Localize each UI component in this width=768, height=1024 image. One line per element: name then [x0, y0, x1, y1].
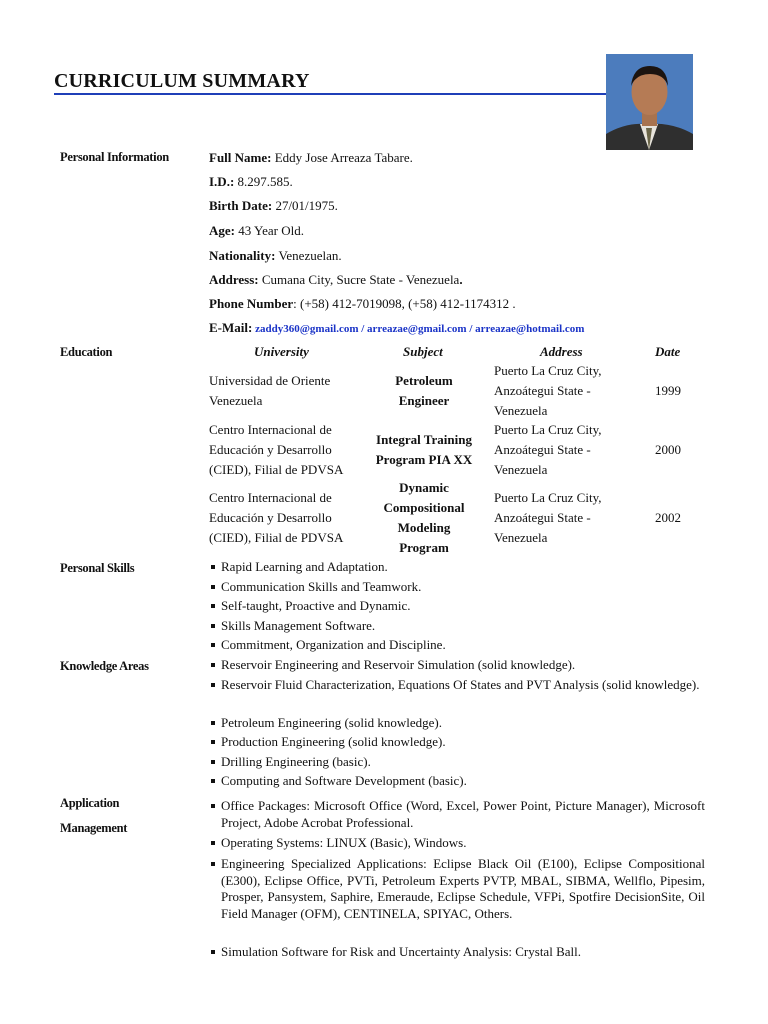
list-item-text: Production Engineering (solid knowledge).: [221, 734, 446, 749]
phone-value: : (+58) 412-7019098, (+58) 412-1174312 .: [293, 296, 516, 311]
address-line: [209, 272, 463, 288]
list-item: [209, 772, 705, 792]
bullet-icon: [211, 841, 215, 845]
address-label: Address:: [209, 272, 259, 287]
edu-row-1-subject: [364, 371, 484, 411]
section-management-label: Management: [60, 821, 128, 835]
edu-text: Venezuela: [494, 462, 548, 477]
edu-text: (CIED), Filial de PDVSA: [209, 530, 344, 545]
list-item: [209, 944, 705, 961]
edu-text: Educación y Desarrollo: [209, 442, 332, 457]
list-item-text: Simulation Software for Risk and Uncertainty Analysis: Crystal Ball.: [221, 944, 581, 959]
edu-row-2-university: [209, 420, 343, 480]
edu-row-2-subject: [364, 430, 484, 470]
section-education: Education: [60, 345, 113, 359]
list-item-text: Drilling Engineering (basic).: [221, 753, 371, 769]
id-line: [209, 174, 293, 190]
edu-text: Venezuela: [209, 393, 263, 408]
bullet-icon: [211, 862, 215, 866]
edu-text: Anzoátegui State -: [494, 510, 591, 525]
bullet-icon: [211, 779, 215, 783]
full-name-line: [209, 150, 413, 166]
edu-text: Puerto La Cruz City,: [494, 490, 602, 505]
bullet-icon: [211, 565, 215, 569]
page-title: CURRICULUM SUMMARY: [54, 70, 310, 92]
list-item-text: Self-taught, Proactive and Dynamic.: [221, 598, 411, 613]
edu-text: Compositional: [383, 500, 465, 515]
list-item: [209, 714, 705, 734]
list-item-text: Communication Skills and Teamwork.: [221, 578, 422, 594]
email-line: [209, 320, 584, 336]
birth-date-line: [209, 198, 338, 214]
address-end: .: [459, 272, 463, 287]
edu-text: Dynamic: [399, 480, 449, 495]
edu-text: Centro Internacional de: [209, 422, 332, 437]
list-item-text: Reservoir Engineering and Reservoir Simulation (solid knowledge).: [221, 657, 576, 672]
nationality-value: Venezuelan.: [275, 248, 342, 263]
age-value: 43 Year Old.: [235, 223, 304, 238]
bullet-icon: [211, 663, 215, 667]
col-header-date: Date: [655, 344, 681, 359]
profile-photo: [606, 54, 693, 150]
bullet-icon: [211, 950, 215, 954]
edu-row-2-address: [494, 420, 601, 480]
list-item: [209, 617, 446, 637]
nationality-line: [209, 248, 342, 264]
section-application-label: Application: [60, 796, 120, 810]
email-label: E-Mail:: [209, 320, 253, 335]
phone-label: Phone Number: [209, 296, 294, 311]
list-item-text: Skills Management Software.: [221, 617, 376, 633]
list-item-text: Engineering Specialized Applications: Eclipse Black Oil (E100), Eclipse Compositional (E300), Eclipse Office, PVTi, Petroleum Experts PVTP, MBAL, SIBMA, Wellflo, Pipesim, Prosper, Pansystem, Saphire, Emeraude, Eclipse Schedule, VFPi, Spotfire DecisionSite, Oil Field Manager (OFM), CENTINELA, SPIYAC, Others.: [221, 856, 705, 921]
age-line: [209, 223, 304, 239]
edu-row-2-date: 2000: [655, 442, 681, 457]
edu-text: Anzoátegui State -: [494, 442, 591, 457]
applications-list: [209, 798, 705, 961]
list-item: [209, 835, 705, 856]
title-underline: [54, 93, 606, 95]
edu-row-1-university: [209, 371, 330, 411]
list-item-text: Office Packages: Microsoft Office (Word, Excel, Power Point, Picture Manager), Microsoft Project, Adobe Acrobat Professional.: [221, 798, 705, 830]
list-item-text: Rapid Learning and Adaptation.: [221, 559, 388, 574]
id-label: I.D.:: [209, 174, 235, 189]
birth-date-value: 27/01/1975.: [272, 198, 338, 213]
list-item: [209, 656, 705, 676]
edu-text: Educación y Desarrollo: [209, 510, 332, 525]
age-label: Age:: [209, 223, 235, 238]
edu-text: Puerto La Cruz City,: [494, 422, 602, 437]
nationality-label: Nationality:: [209, 248, 276, 263]
col-header-university: University: [254, 344, 309, 359]
bullet-icon: [211, 604, 215, 608]
bullet-icon: [211, 721, 215, 725]
bullet-icon: [211, 760, 215, 764]
full-name-value: Eddy Jose Arreaza Tabare.: [271, 150, 413, 165]
edu-row-1-date: 1999: [655, 383, 681, 398]
id-value: 8.297.585.: [234, 174, 293, 189]
col-header-address: Address: [540, 344, 583, 359]
edu-text: Venezuela: [494, 403, 548, 418]
list-item-text: Commitment, Organization and Discipline.: [221, 637, 446, 652]
bullet-icon: [211, 643, 215, 647]
list-item-text: Computing and Software Development (basic).: [221, 773, 467, 788]
list-item: [209, 798, 705, 835]
edu-row-1-address: [494, 361, 601, 421]
edu-text: Modeling: [397, 520, 451, 535]
list-item-text: Operating Systems: LINUX (Basic), Windows.: [221, 835, 467, 850]
address-value: Cumana City, Sucre State - Venezuela: [258, 272, 460, 287]
list-item: [209, 597, 446, 617]
list-item: [209, 753, 705, 773]
full-name-label: Full Name:: [209, 150, 272, 165]
bullet-icon: [211, 585, 215, 589]
edu-text: Program: [399, 540, 449, 555]
edu-text: (CIED), Filial de PDVSA: [209, 462, 344, 477]
edu-text: Integral Training: [376, 432, 472, 447]
edu-text: Puerto La Cruz City,: [494, 363, 602, 378]
list-item: [209, 636, 446, 656]
edu-row-3-university: [209, 488, 343, 548]
edu-row-3-address: [494, 488, 601, 548]
birth-date-label: Birth Date:: [209, 198, 273, 213]
edu-text: Centro Internacional de: [209, 490, 332, 505]
col-header-subject: Subject: [403, 344, 443, 359]
list-item: [209, 558, 446, 578]
bullet-icon: [211, 683, 215, 687]
list-item: [209, 578, 446, 598]
list-item: [209, 676, 705, 714]
section-personal-skills: Personal Skills: [60, 561, 135, 575]
bullet-icon: [211, 624, 215, 628]
list-item: [209, 856, 705, 944]
edu-row-3-date: 2002: [655, 510, 681, 525]
skills-list: [209, 558, 446, 656]
edu-text: Petroleum: [395, 373, 453, 388]
bullet-icon: [211, 804, 215, 808]
section-knowledge-areas: Knowledge Areas: [60, 659, 149, 673]
edu-text: Program PIA XX: [375, 452, 473, 467]
knowledge-list: [209, 656, 705, 792]
email-value[interactable]: zaddy360@gmail.com / arreazae@gmail.com / arreazae@hotmail.com: [252, 323, 585, 335]
bullet-icon: [211, 740, 215, 744]
list-item: [209, 733, 705, 753]
phone-line: [209, 296, 516, 312]
list-item-text: Reservoir Fluid Characterization, Equations Of States and PVT Analysis (solid knowledge).: [221, 676, 700, 692]
edu-text: Universidad de Oriente: [209, 373, 331, 388]
edu-text: Engineer: [398, 393, 450, 408]
section-personal-information: Personal Information: [60, 150, 169, 164]
edu-text: Anzoátegui State -: [494, 383, 591, 398]
list-item-text: Petroleum Engineering (solid knowledge).: [221, 714, 442, 730]
edu-text: Venezuela: [494, 530, 548, 545]
edu-row-3-subject: [364, 478, 484, 558]
